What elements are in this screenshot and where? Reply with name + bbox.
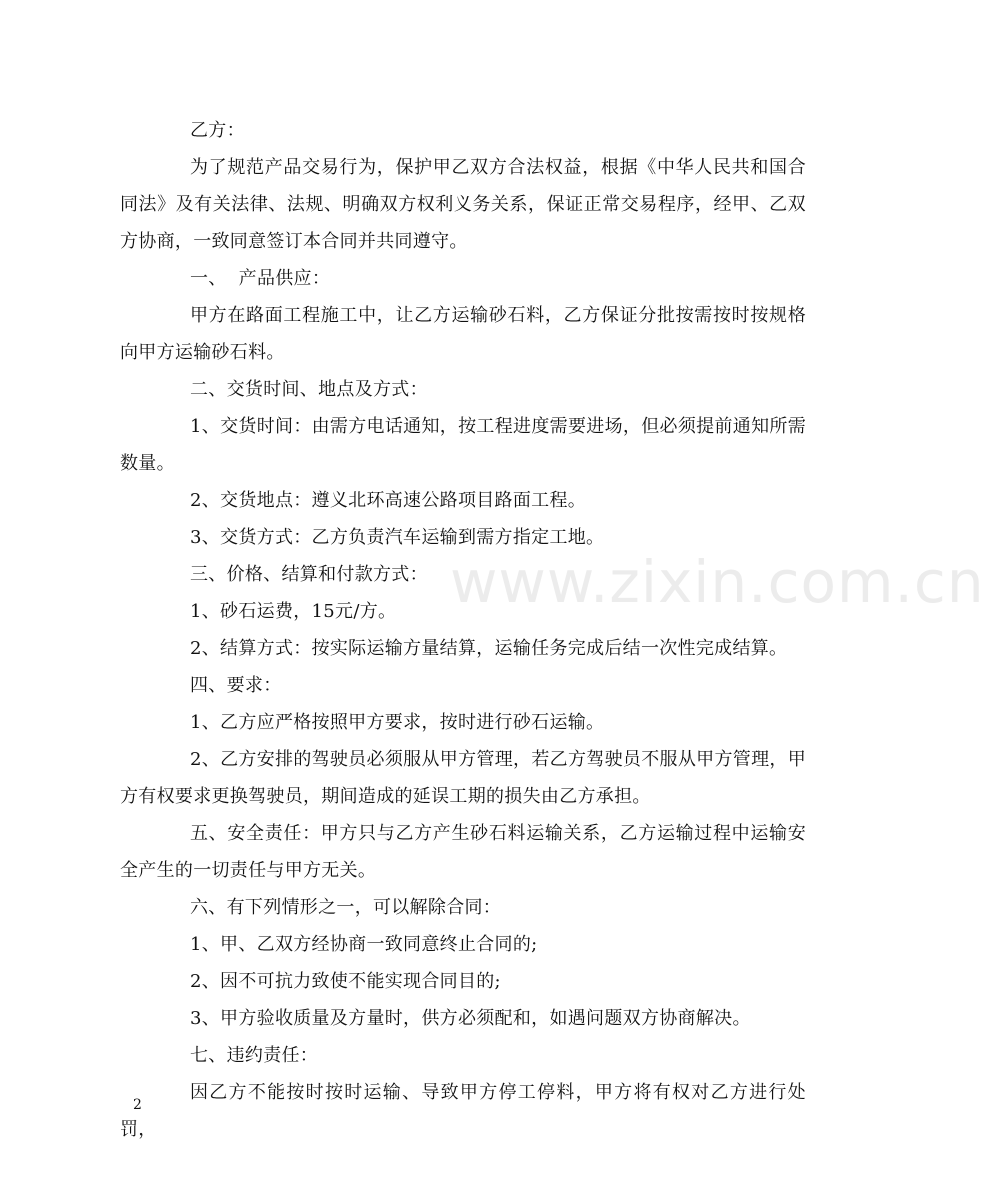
clause-3-2: 2、结算方式：按实际运输方量结算，运输任务完成后结一次性完成结算。 xyxy=(190,638,788,659)
contract-body xyxy=(120,112,806,1148)
section-heading-1: 一、 产品供应： xyxy=(190,268,331,289)
watermark: www.zixin.com.cn xyxy=(450,548,985,616)
page-number: 2 xyxy=(133,1097,142,1113)
section-heading-2: 二、交货时间、地点及方式： xyxy=(190,379,428,400)
party-b-label: 乙方： xyxy=(190,120,245,141)
section-1-paragraph: 甲方在路面工程施工中，让乙方运输砂石料，乙方保证分批按需按时按规格向甲方运输砂石料。 xyxy=(120,305,806,363)
section-7-paragraph: 因乙方不能按时按时运输、导致甲方停工停料，甲方将有权对乙方进行处罚， xyxy=(120,1082,806,1140)
clause-6-3: 3、甲方验收质量及方量时，供方必须配和，如遇问题双方协商解决。 xyxy=(190,1008,751,1029)
section-heading-4: 四、要求： xyxy=(190,675,282,696)
section-heading-7: 七、违约责任： xyxy=(190,1045,319,1066)
section-heading-6: 六、有下列情形之一，可以解除合同： xyxy=(190,897,502,918)
clause-6-2: 2、因不可抗力致使不能实现合同目的; xyxy=(190,971,501,992)
clause-2-2: 2、交货地点：遵义北环高速公路项目路面工程。 xyxy=(190,490,587,511)
preamble-paragraph: 为了规范产品交易行为，保护甲乙双方合法权益，根据《中华人民共和国合同法》及有关法律、法规、明确双方权利义务关系，保证正常交易程序，经甲、乙双方协商，一致同意签订本合同并共同遵守。 xyxy=(120,157,806,252)
clause-4-2: 2、乙方安排的驾驶员必须服从甲方管理，若乙方驾驶员不服从甲方管理，甲方有权要求更换驾驶员，期间造成的延误工期的损失由乙方承担。 xyxy=(120,749,806,807)
clause-6-1: 1、甲、乙双方经协商一致同意终止合同的; xyxy=(190,934,538,955)
section-5-paragraph: 五、安全责任：甲方只与乙方产生砂石料运输关系，乙方运输过程中运输安全产生的一切责任与甲方无关。 xyxy=(120,823,806,881)
clause-4-1: 1、乙方应严格按照甲方要求，按时进行砂石运输。 xyxy=(190,712,605,733)
clause-3-1: 1、砂石运费，15元/方。 xyxy=(190,601,397,622)
clause-2-3: 3、交货方式：乙方负责汽车运输到需方指定工地。 xyxy=(190,527,605,548)
clause-2-1: 1、交货时间：由需方电话通知，按工程进度需要进场，但必须提前通知所需数量。 xyxy=(120,416,806,474)
section-heading-3: 三、价格、结算和付款方式： xyxy=(190,564,428,585)
